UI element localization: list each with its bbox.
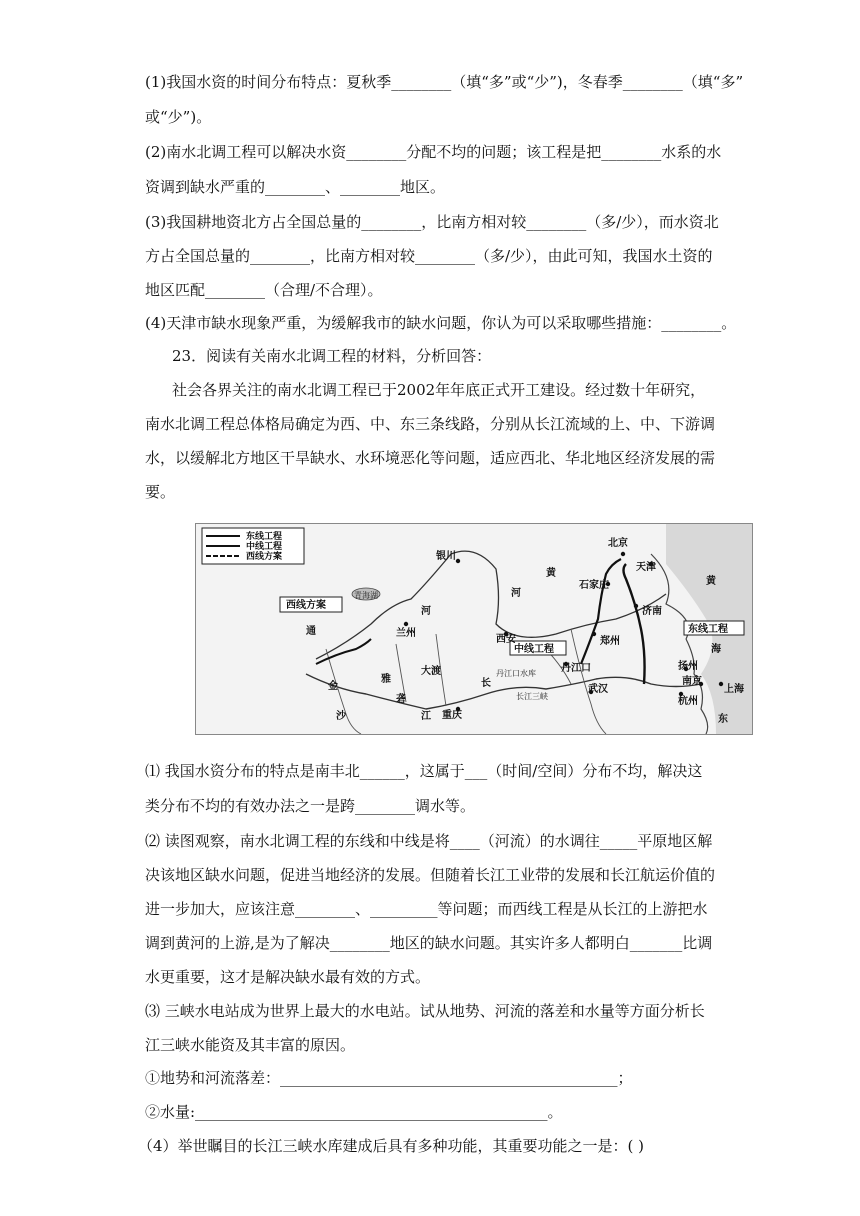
- label-dadu: 大渡: [421, 666, 441, 677]
- east-box-label: 东线工程: [688, 624, 728, 635]
- mid-box-label: 中线工程: [514, 644, 554, 655]
- label-sanxia: 长江三峡: [516, 692, 548, 701]
- label-chang: 长: [481, 678, 491, 689]
- q23-sub3-line-1: ⑶ 三峡水电站成为世界上最大的水电站。试从地势、河流的落差和水量等方面分析长: [145, 1002, 705, 1020]
- label-tong: 通: [306, 626, 316, 637]
- map-svg: [196, 524, 752, 734]
- label-danjiangkou-reservoir: 丹江口水库: [496, 669, 536, 678]
- legend-mid-label: 中线工程: [246, 542, 283, 552]
- q23-sub2-line-4: 调到黄河的上游,是为了解决________地区的缺水问题。其实许多人都明白_______比调: [145, 934, 713, 952]
- city-hangzhou: 杭州: [678, 696, 698, 707]
- q22-line-1: (1)我国水资的时间分布特点：夏秋季________（填“多”或“少”)，冬春季________（填“多”: [145, 73, 744, 91]
- city-yinchuan: 银川: [436, 551, 456, 562]
- east-route-line: [624, 564, 645, 684]
- city-shijiazhuang: 石家庄: [579, 580, 609, 591]
- q22-line-5: (3)我国耕地资北方占全国总量的________，比南方相对较________（多/少），而水资北: [145, 213, 719, 231]
- q22-line-8: (4)天津市缺水现象严重，为缓解我市的缺水问题，你认为可以采取哪些措施：________。: [145, 314, 737, 332]
- label-jiang: 江: [421, 711, 431, 722]
- q23-sub2-line-1: ⑵ 读图观察，南水北调工程的东线和中线是将____（河流）的水调往_____平原地区解: [145, 832, 713, 850]
- q23-passage-3: 水，以缓解北方地区干旱缺水、水环境恶化等问题，适应西北、华北地区经济发展的需: [145, 449, 716, 467]
- city-jinan: 济南: [642, 606, 662, 617]
- city-zhengzhou: 郑州: [600, 636, 620, 647]
- city-chongqing: 重庆: [442, 710, 462, 721]
- city-wuhan: 武汉: [588, 684, 608, 695]
- q22-line-7: 地区匹配________（合理/不合理）。: [145, 281, 383, 299]
- label-qinghai-lake: 青海湖: [354, 591, 378, 600]
- label-ya: 雅: [381, 674, 391, 685]
- label-long: 砻: [396, 694, 406, 705]
- label-huang-sea: 黄: [706, 576, 716, 587]
- middle-route-line: [581, 559, 621, 664]
- q23-sub1-line-1: ⑴ 我国水资分布的特点是南丰北______，这属于___（时间/空间）分布不均，解决这: [145, 762, 703, 780]
- west-route-line: [316, 639, 371, 664]
- west-box-label: 西线方案: [286, 600, 326, 611]
- city-shanghai: 上海: [724, 684, 744, 695]
- q23-passage-4: 要。: [145, 483, 176, 501]
- q23-sub4-line: （4）举世瞩目的长江三峡水库建成后具有多种功能，其重要功能之一是：( ): [138, 1137, 645, 1155]
- label-huang-1: 黄: [546, 568, 556, 579]
- label-dong: 东: [718, 714, 728, 725]
- q23-heading: 23．阅读有关南水北调工程的材料，分析回答：: [172, 347, 492, 365]
- q23-sub2-line-2: 决该地区缺水问题，促进当地经济的发展。但随着长江工业带的发展和长江航运价值的: [145, 866, 716, 884]
- legend-east-label: 东线工程: [246, 532, 283, 542]
- city-yangzhou: 扬州: [678, 661, 698, 672]
- q23-sub2-line-3: 进一步加大，应该注意________、_________等问题；而西线工程是从长江的上游把水: [145, 900, 708, 918]
- city-danjiangkou: 丹江口: [561, 663, 591, 674]
- yangtze-river: [306, 674, 701, 709]
- q23-sub3-line-2: 江三峡水能资及其丰富的原因。: [145, 1036, 356, 1054]
- label-he-1: 河: [511, 588, 521, 599]
- south-north-water-map: [195, 523, 753, 735]
- legend-west-label: 西线方案: [246, 552, 283, 562]
- q23-sub1-line-2: 类分布不均的有效办法之一是跨________调水等。: [145, 797, 476, 815]
- q22-line-4: 资调到缺水严重的________、________地区。: [145, 178, 446, 196]
- label-he-2: 河: [421, 606, 431, 617]
- label-sha: 沙: [336, 711, 346, 722]
- q23-sub3-answer-1: ①地势和河流落差：_____________________________________________；: [145, 1069, 633, 1087]
- q23-passage-2: 南水北调工程总体格局确定为西、中、东三条线路，分别从长江流域的上、中、下游调: [145, 415, 716, 433]
- city-lanzhou: 兰州: [396, 628, 416, 639]
- city-nanjing: 南京: [682, 676, 702, 687]
- label-jin: 金: [328, 681, 338, 692]
- q22-line-2: 或“少”)。: [145, 108, 212, 126]
- label-hai: 海: [711, 644, 721, 655]
- q22-line-3: (2)南水北调工程可以解决水资________分配不均的问题；该工程是把________水系的水: [145, 143, 722, 161]
- city-beijing: 北京: [608, 538, 628, 549]
- city-xian: 西安: [496, 634, 516, 645]
- q23-sub2-line-5: 水更重要，这才是解决缺水最有效的方式。: [145, 968, 431, 986]
- city-tianjin: 天津: [636, 562, 656, 573]
- q23-sub3-answer-2: ②水量:_______________________________________________。: [145, 1103, 563, 1121]
- q23-passage-1: 社会各界关注的南水北调工程已于2002年年底正式开工建设。经过数十年研究，: [172, 381, 706, 399]
- q22-line-6: 方占全国总量的________，比南方相对较________（多/少），由此可知，我国水土资的: [145, 247, 713, 265]
